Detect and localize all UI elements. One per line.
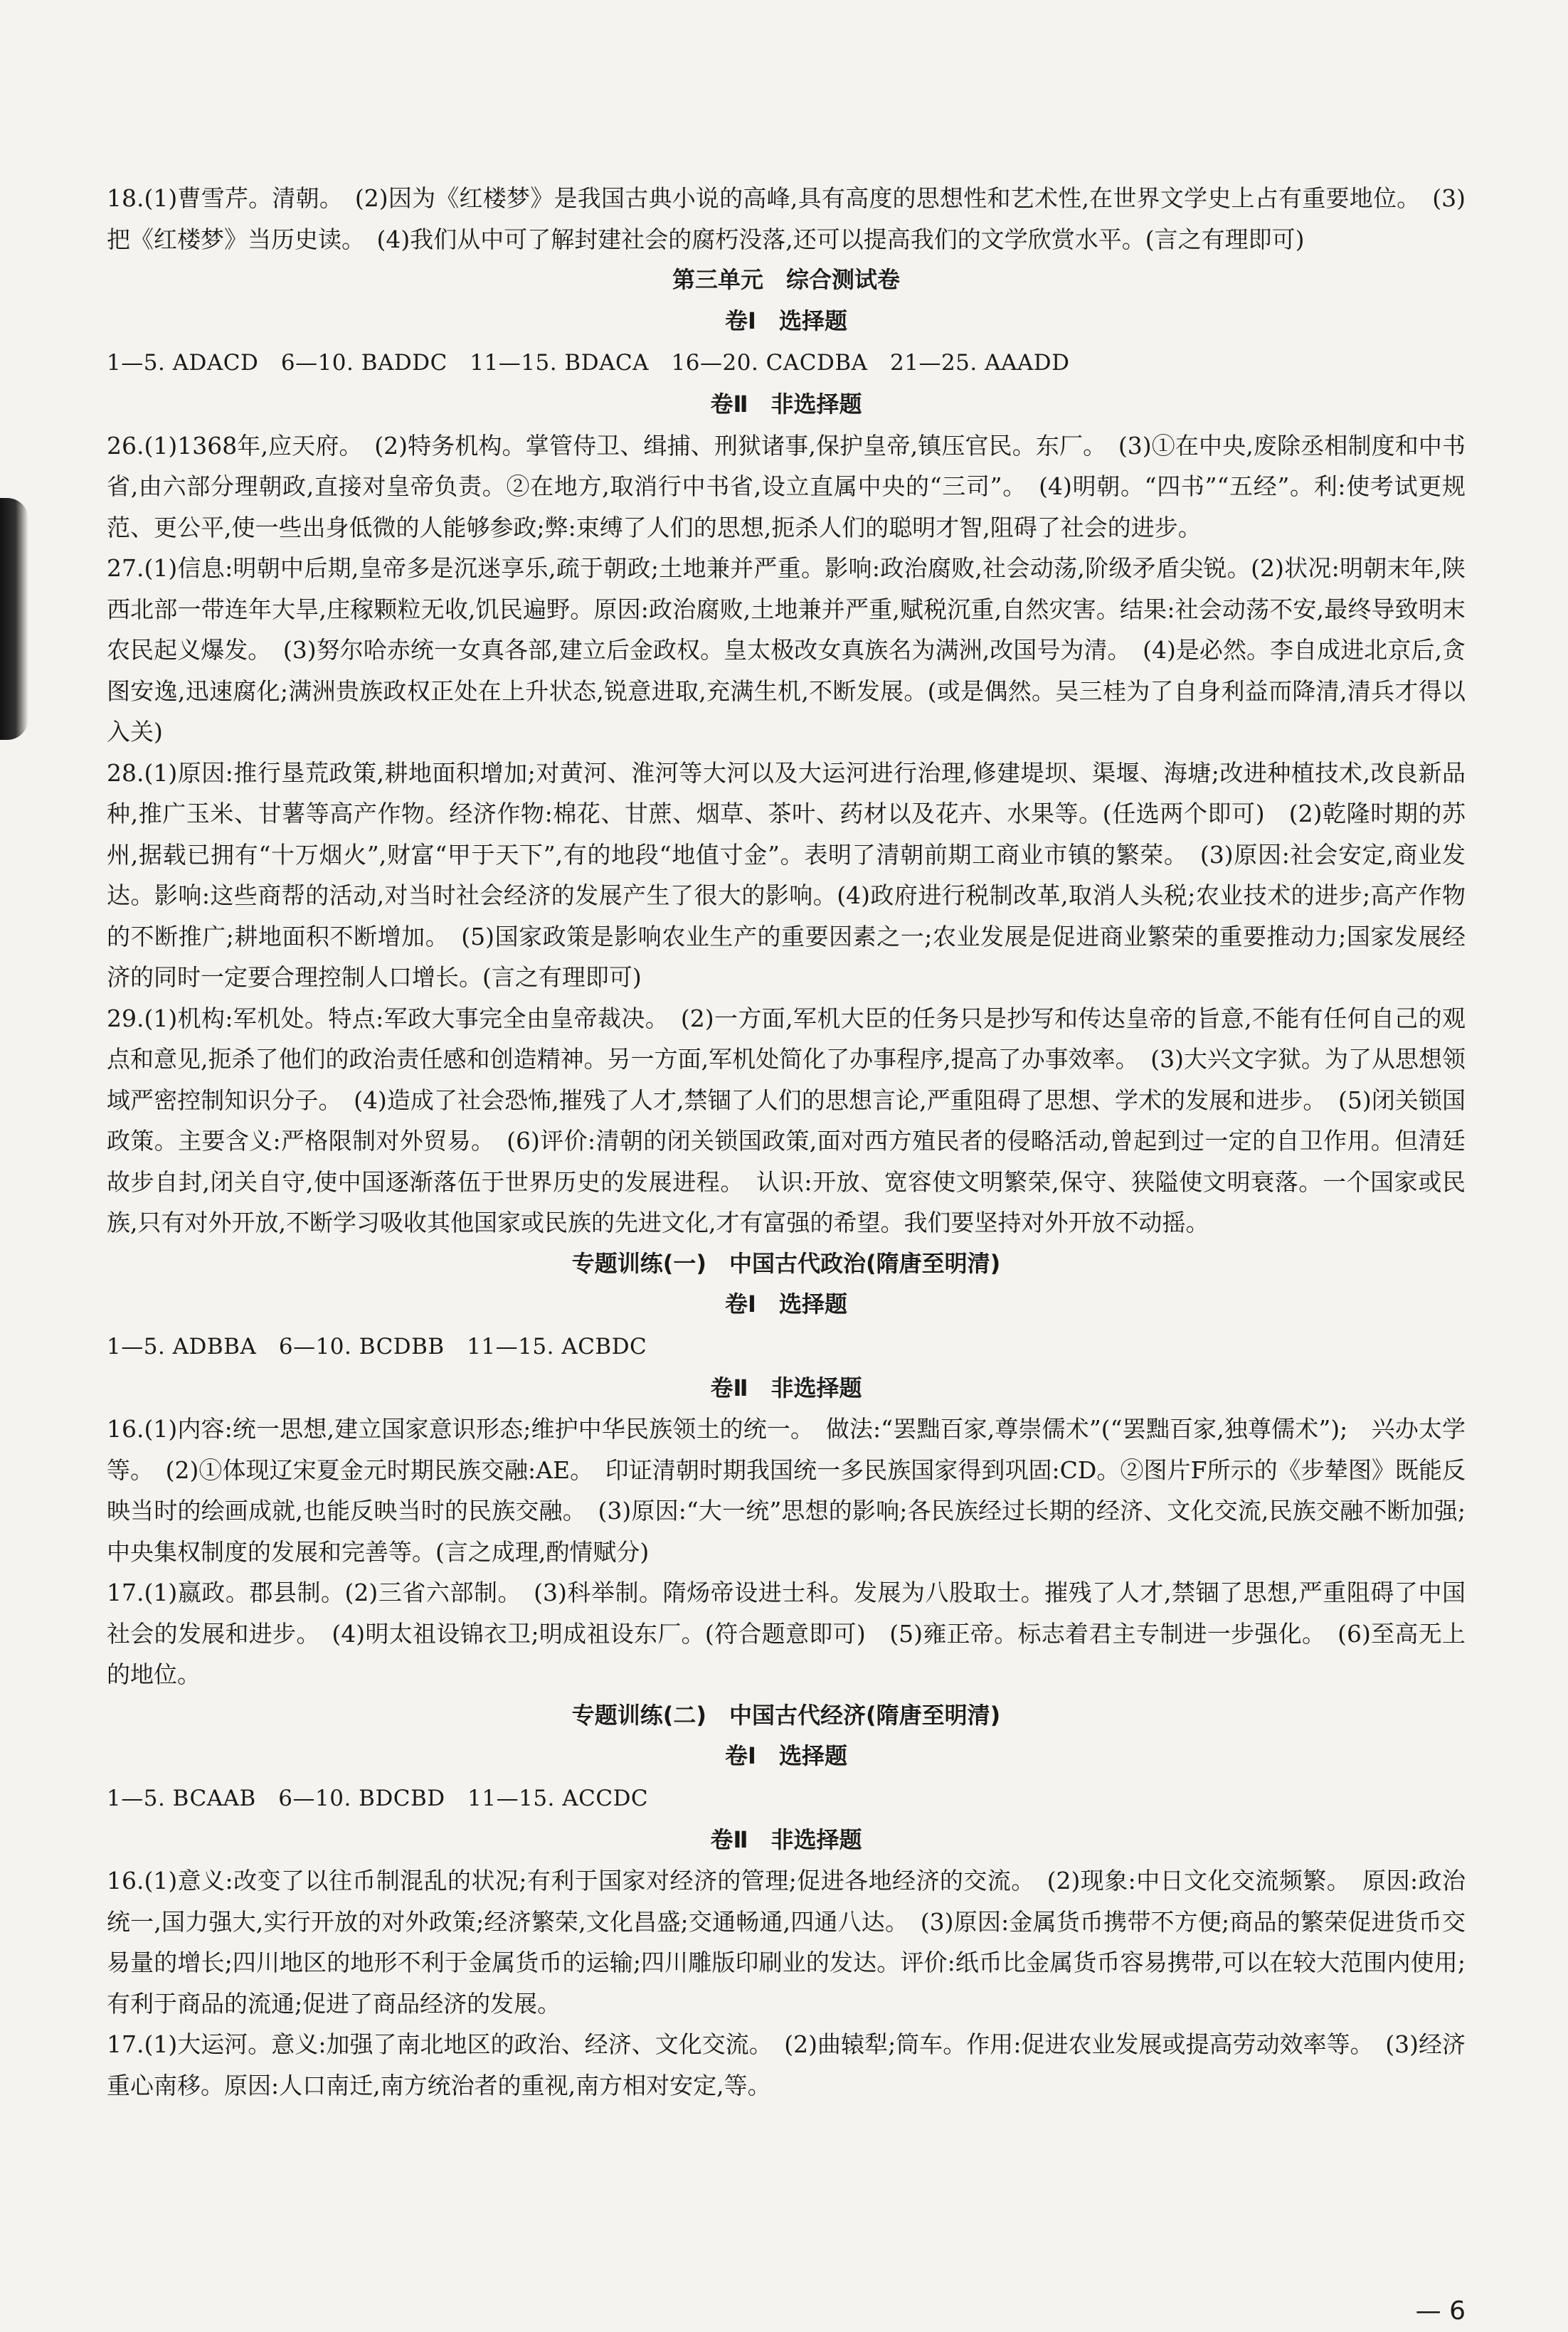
- answer-paragraph: 18.(1)曹雪芹。清朝。 (2)因为《红楼梦》是我国古典小说的高峰,具有高度的思想性和艺术性,在世界文学史上占有重要地位。 (3)把《红楼梦》当历史读。 (4)我们从中可了解封建社会的腐朽没落,还可以提高我们的文学欣赏水平。(言之有理即可): [107, 184, 1466, 253]
- answer-paragraph: 16.(1)内容:统一思想,建立国家意识形态;维护中华民族领土的统一。 做法:“罢黜百家,尊崇儒术”(“罢黜百家,独尊儒术”); 兴办太学等。 (2)①体现辽宋夏金元时期民族交融:AE。 印证清朝时期我国统一多民族国家得到巩固:CD。②图片F所示的《步辇图》既能反映当时的绘画成就,也能反映当时的民族交融。 (3)原因:“大一统”思想的影响;各民族经过长期的经济、文化交流,民族交融不断加强;中央集权制度的发展和完善等。(言之成理,酌情赋分): [107, 1415, 1466, 1566]
- answer-paragraph: 27.(1)信息:明朝中后期,皇帝多是沉迷享乐,疏于朝政;土地兼并严重。影响:政治腐败,社会动荡,阶级矛盾尖锐。(2)状况:明朝末年,陕西北部一带连年大旱,庄稼颗粒无收,饥民遍野。原因:政治腐败,土地兼并严重,赋税沉重,自然灾害。结果:社会动荡不安,最终导致明末农民起义爆发。 (3)努尔哈赤统一女真各部,建立后金政权。皇太极改女真族名为满洲,改国号为清。 (4)是必然。李自成进北京后,贪图安逸,迅速腐化;满洲贵族政权正处在上升状态,锐意进取,充满生机,不断发展。(或是偶然。吴三桂为了自身利益而降清,清兵才得以入关): [107, 554, 1466, 746]
- answer-page: [107, 178, 1466, 2326]
- answer-paragraph: 28.(1)原因:推行垦荒政策,耕地面积增加;对黄河、淮河等大河以及大运河进行治理,修建堤坝、渠堰、海塘;改进种植技术,改良新品种,推广玉米、甘薯等高产作物。经济作物:棉花、甘蔗、烟草、茶叶、药材以及花卉、水果等。(任选两个即可) (2)乾隆时期的苏州,据载已拥有“十万烟火”,财富“甲于天下”,有的地段“地值寸金”。表明了清朝前期工商业市镇的繁荣。 (3)原因:社会安定,商业发达。影响:这些商帮的活动,对当时社会经济的发展产生了很大的影响。(4)政府进行税制改革,取消人头税;农业技术的进步;高产作物的不断推广;耕地面积不断增加。 (5)国家政策是影响农业生产的重要因素之一;农业发展是促进商业繁荣的重要推动力;国家发展经济的同时一定要合理控制人口增长。(言之有理即可): [107, 758, 1466, 991]
- section-heading: 卷Ⅰ 选择题: [725, 1290, 847, 1318]
- section-heading: 卷Ⅰ 选择题: [725, 1742, 847, 1769]
- section-heading: 卷Ⅱ 非选择题: [710, 1825, 862, 1853]
- answer-paragraph: 17.(1)大运河。意义:加强了南北地区的政治、经济、文化交流。 (2)曲辕犁;筒车。作用:促进农业发展或提高劳动效率等。 (3)经济重心南移。原因:人口南迁,南方统治者的重视,南方相对安定,等。: [107, 2030, 1466, 2099]
- page-number: — 6: [1415, 2296, 1466, 2326]
- choice-answers: 1—5. BCAAB 6—10. BDCBD 11—15. ACCDC: [107, 1785, 649, 1811]
- answer-paragraph: 16.(1)意义:改变了以往币制混乱的状况;有利于国家对经济的管理;促进各地经济的交流。 (2)现象:中日文化交流频繁。 原因:政治统一,国力强大,实行开放的对外政策;经济繁荣,文化昌盛;交通畅通,四通八达。 (3)原因:金属货币携带不方便;商品的繁荣促进货币交易量的增长;四川地区的地形不利于金属货币的运输;四川雕版印刷业的发达。评价:纸币比金属货币容易携带,可以在较大范围内使用;有利于商品的流通;促进了商品经济的发展。: [107, 1867, 1466, 2018]
- answer-paragraph: 17.(1)嬴政。郡县制。(2)三省六部制。 (3)科举制。隋炀帝设进士科。发展为八股取士。摧残了人才,禁锢了思想,严重阻碍了中国社会的发展和进步。 (4)明太祖设锦衣卫;明成祖设东厂。(符合题意即可) (5)雍正帝。标志着君主专制进一步强化。 (6)至高无上的地位。: [107, 1579, 1466, 1688]
- section-heading: 第三单元 综合测试卷: [672, 266, 900, 293]
- choice-answers: 1—5. ADBBA 6—10. BCDBB 11—15. ACBDC: [107, 1333, 647, 1360]
- section-heading: 卷Ⅱ 非选择题: [710, 1374, 862, 1401]
- answer-paragraph: 29.(1)机构:军机处。特点:军政大事完全由皇帝裁决。 (2)一方面,军机大臣的任务只是抄写和传达皇帝的旨意,不能有任何自己的观点和意见,扼杀了他们的政治责任感和创造精神。另一方面,军机处简化了办事程序,提高了办事效率。 (3)大兴文字狱。为了从思想领域严密控制知识分子。 (4)造成了社会恐怖,摧残了人才,禁锢了人们的思想言论,严重阻碍了思想、学术的发展和进步。 (5)闭关锁国政策。主要含义:严格限制对外贸易。 (6)评价:清朝的闭关锁国政策,面对西方殖民者的侵略活动,曾起到过一定的自卫作用。但清廷故步自封,闭关自守,使中国逐渐落伍于世界历史的发展进程。 认识:开放、宽容使文明繁荣,保守、狭隘使文明衰落。一个国家或民族,只有对外开放,不断学习吸收其他国家或民族的先进文化,才有富强的希望。我们要坚持对外开放不动摇。: [107, 1004, 1466, 1236]
- section-heading: 卷Ⅰ 选择题: [725, 307, 847, 334]
- answer-paragraph: 26.(1)1368年,应天府。 (2)特务机构。掌管侍卫、缉捕、刑狱诸事,保护皇帝,镇压官民。东厂。 (3)①在中央,废除丞相制度和中书省,由六部分理朝政,直接对皇帝负责。②在地方,取消行中书省,设立直属中央的“三司”。 (4)明朝。“四书”“五经”。利:使考试更规范、更公平,使一些出身低微的人能够参政;弊:束缚了人们的思想,扼杀人们的聪明才智,阻碍了社会的进步。: [107, 431, 1466, 541]
- section-heading: 专题训练(二) 中国古代经济(隋唐至明清): [571, 1701, 1001, 1729]
- section-heading: 卷Ⅱ 非选择题: [710, 391, 862, 418]
- choice-answers: 1—5. ADACD 6—10. BADDC 11—15. BDACA 16—20. CACDBA 21—25. AAADD: [107, 350, 1070, 376]
- section-heading: 专题训练(一) 中国古代政治(隋唐至明清): [571, 1249, 1001, 1277]
- scan-edge-shadow: [0, 498, 28, 740]
